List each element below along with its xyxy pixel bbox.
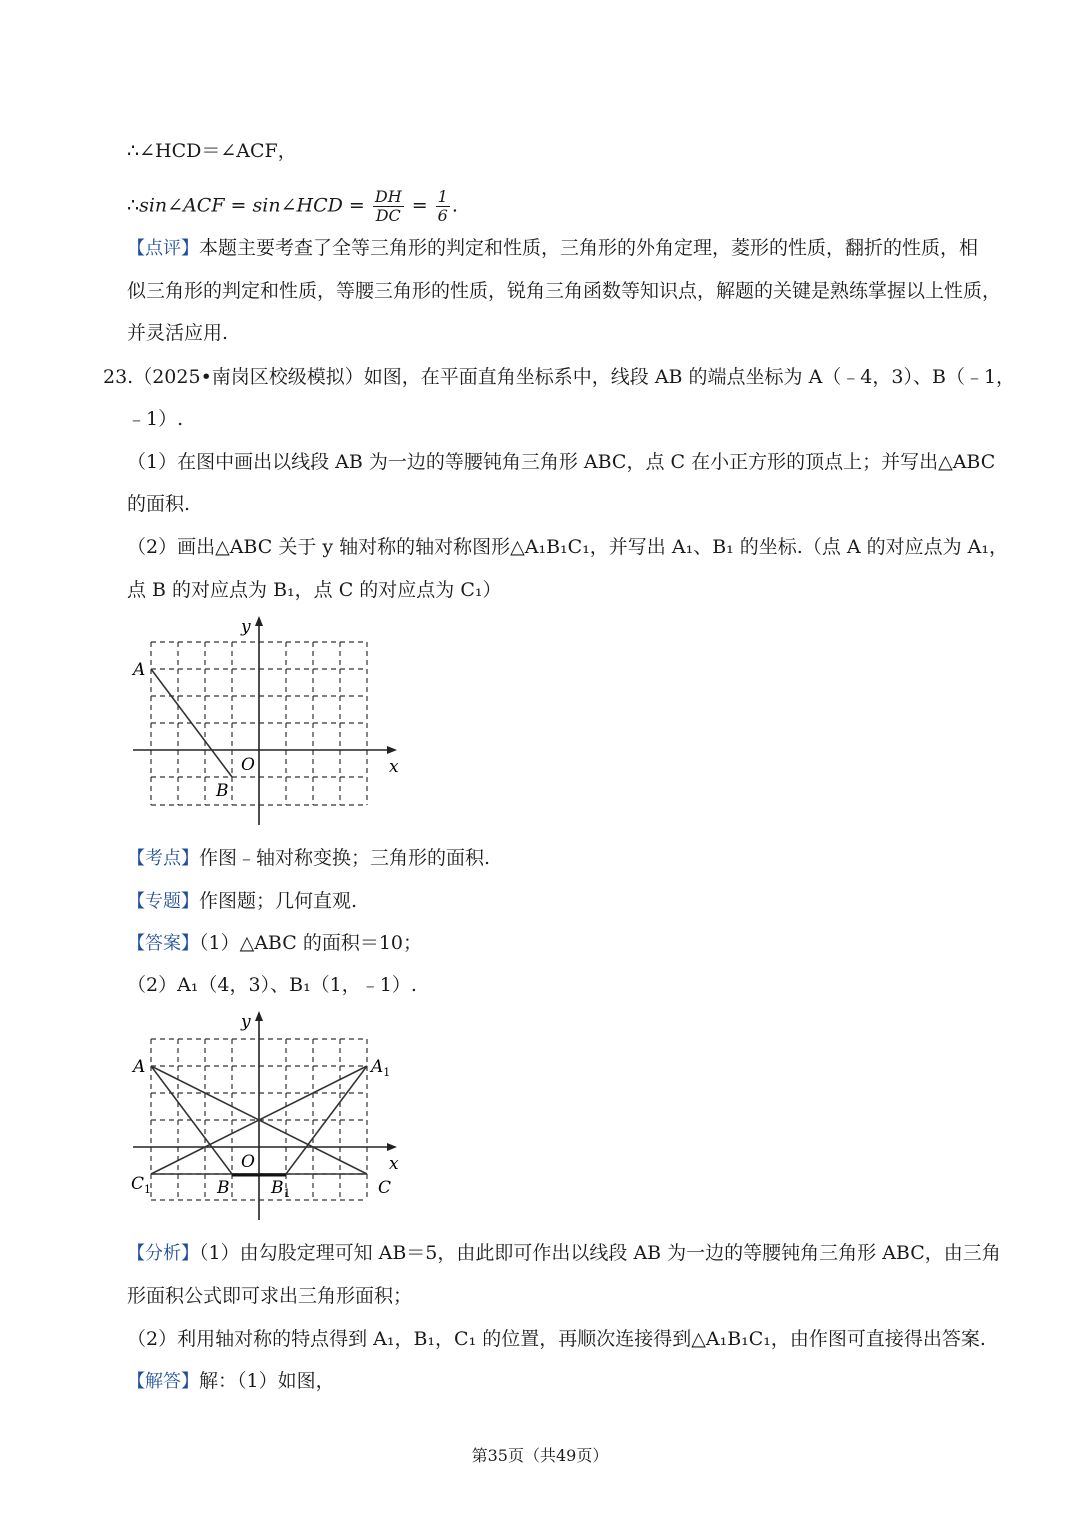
page-number: 第35页（共49页） xyxy=(471,1446,609,1465)
figure-2-solution-grid xyxy=(125,1005,415,1230)
part1-text: 的面积. xyxy=(127,493,191,515)
period: . xyxy=(451,194,458,217)
question-23-line-1 xyxy=(103,364,1015,390)
x-axis-arrow-icon xyxy=(387,1143,397,1151)
analysis-line-3 xyxy=(127,1326,986,1352)
axis-label-y: y xyxy=(241,617,251,637)
question-text: ﹣1）. xyxy=(127,408,184,430)
y-axis-arrow-icon xyxy=(255,616,263,626)
kaodian-line xyxy=(127,845,490,872)
therefore-symbol: ∴ xyxy=(127,194,140,217)
figure-1-coordinate-grid xyxy=(125,610,415,835)
fraction-numerator: DH xyxy=(374,187,402,206)
review-line-1 xyxy=(127,235,978,262)
part2-text: 点 B 的对应点为 B₁，点 C 的对应点为 C₁） xyxy=(127,579,502,601)
analysis-text: 形面积公式即可求出三角形面积； xyxy=(127,1285,413,1307)
point-label-b: B xyxy=(216,781,229,801)
axis-label-x: x xyxy=(389,757,399,777)
review-text: 并灵活应用. xyxy=(127,322,229,344)
answer-line-1 xyxy=(127,930,422,957)
review-text: 似三角形的判定和性质，等腰三角形的性质，锐角三角函数等知识点，解题的关键是熟练掌握以上性质， xyxy=(127,280,1002,302)
proof-line-angle xyxy=(127,138,297,164)
part1-text: （1）在图中画出以线段 AB 为一边的等腰钝角三角形 ABC，点 C 在小正方形的顶点上；并写出△ABC xyxy=(127,451,996,473)
question-23-line-2 xyxy=(127,406,183,432)
origin-label: O xyxy=(241,755,255,775)
point-label-b: B xyxy=(217,1178,230,1198)
part2-text: （2）画出△ABC 关于 y 轴对称的轴对称图形△A₁B₁C₁，并写出 A₁、B₁ 的坐标.（点 A 的对应点为 A₁， xyxy=(127,536,1009,558)
zhuanti-tag: 【专题】 xyxy=(127,891,199,912)
proof-line-sin xyxy=(127,188,458,225)
fraction-dh-dc xyxy=(373,188,404,225)
analysis-text: （2）利用轴对称的特点得到 A₁，B₁，C₁ 的位置，再顺次连接得到△A₁B₁C₁，由作图可直接得出答案. xyxy=(127,1328,986,1350)
y-axis-arrow-icon xyxy=(255,1011,263,1021)
origin-label: O xyxy=(241,1152,255,1172)
part2-line-2 xyxy=(127,577,501,603)
axis-label-x: x xyxy=(389,1154,399,1174)
kaodian-tag: 【考点】 xyxy=(127,848,199,869)
point-label-a: A xyxy=(133,1057,146,1077)
answer-text: （1）△ABC 的面积＝10； xyxy=(199,932,422,954)
page-footer xyxy=(0,1443,1080,1466)
analysis-tag: 【分析】 xyxy=(127,1243,199,1264)
zhuanti-line xyxy=(127,888,357,915)
fraction-denominator: DC xyxy=(375,206,401,225)
part1-line-1 xyxy=(127,449,995,475)
part2-line-1 xyxy=(127,534,1008,560)
analysis-line-1 xyxy=(127,1240,1001,1267)
fraction-one-sixth xyxy=(436,188,450,225)
point-label-a1: $A_1$ xyxy=(371,1057,391,1079)
sin-expression: sin∠ACF = sin∠HCD = xyxy=(139,194,365,217)
question-text: 23.（2025•南岗区校级模拟）如图，在平面直角坐标系中，线段 AB 的端点坐标为 A（﹣4，3）、B（﹣1， xyxy=(103,366,1016,388)
kaodian-text: 作图﹣轴对称变换；三角形的面积. xyxy=(199,847,491,869)
solution-text: 解：（1）如图， xyxy=(199,1370,335,1392)
part1-line-2 xyxy=(127,491,190,517)
review-tag: 【点评】 xyxy=(127,238,199,259)
point-label-b1: $B_1$ xyxy=(271,1178,291,1200)
review-text: 本题主要考查了全等三角形的判定和性质，三角形的外角定理，菱形的性质，翻折的性质，相 xyxy=(199,237,979,259)
review-line-3 xyxy=(127,320,228,346)
fraction-numerator: 1 xyxy=(437,187,448,206)
solution-tag: 【解答】 xyxy=(127,1371,199,1392)
axis-label-y: y xyxy=(241,1012,251,1032)
answer-tag: 【答案】 xyxy=(127,933,199,954)
point-label-c: C xyxy=(378,1178,392,1198)
x-axis-arrow-icon xyxy=(387,746,397,754)
answer-line-2 xyxy=(127,972,417,998)
analysis-line-2 xyxy=(127,1283,412,1309)
zhuanti-text: 作图题；几何直观. xyxy=(199,890,358,912)
proof-text: ∴∠HCD＝∠ACF， xyxy=(127,140,297,162)
solution-line-1 xyxy=(127,1368,335,1395)
review-line-2 xyxy=(127,278,1001,304)
fraction-denominator: 6 xyxy=(437,206,448,225)
answer-text: （2）A₁（4，3）、B₁（1，﹣1）. xyxy=(127,974,417,996)
point-label-c1: $C_1$ xyxy=(131,1174,152,1196)
point-label-a: A xyxy=(133,660,146,680)
equals-sign: = xyxy=(411,194,428,217)
analysis-text: （1）由勾股定理可知 AB＝5，由此即可作出以线段 AB 为一边的等腰钝角三角形 ABC，由三角 xyxy=(199,1242,1001,1264)
